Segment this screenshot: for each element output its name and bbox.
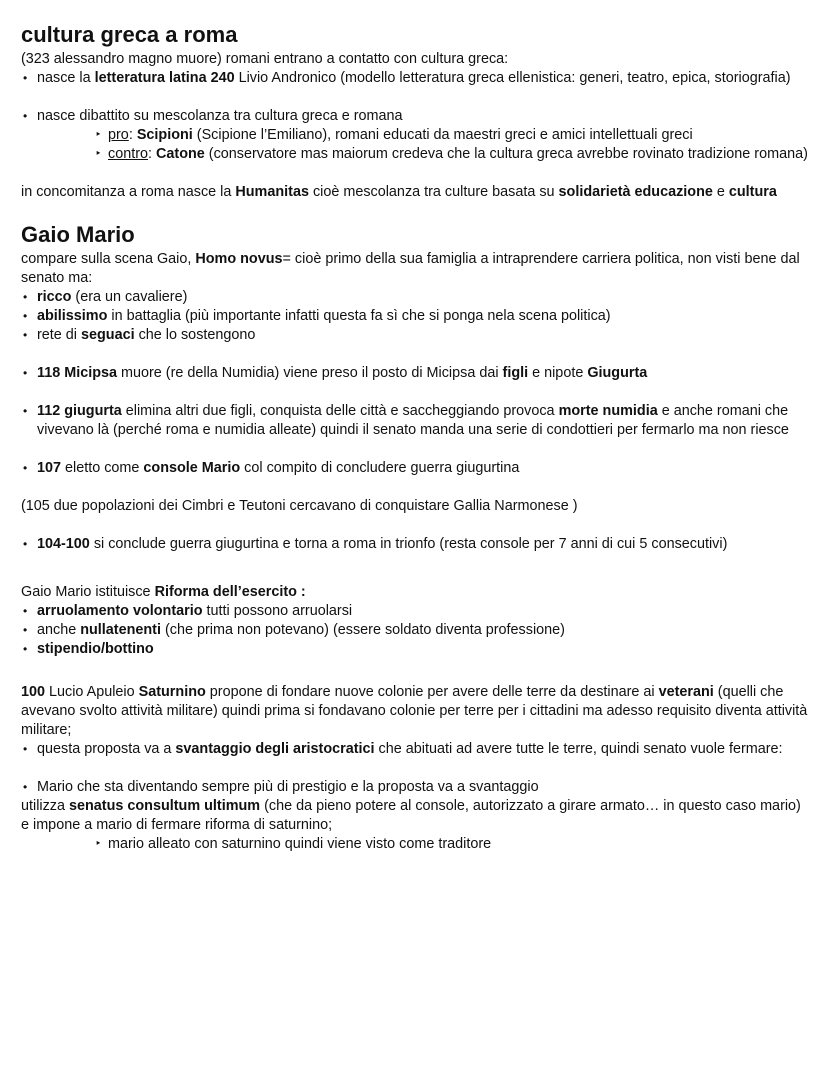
bullet-abilissimo (21, 307, 808, 326)
bold-text: 118 Micipsa (37, 365, 117, 381)
text-run: (105 due popolazioni dei Cimbri e Teutoni cercavano di conquistare Gallia Narmonese ) (21, 498, 578, 514)
bullet-arruolamento (21, 602, 808, 621)
text-run: elimina altri due figli, conquista delle città e saccheggiando provoca (121, 403, 559, 419)
bold-text: morte numidia (558, 403, 658, 419)
bullet-svantaggio (21, 740, 808, 759)
bold-text: nullatenenti (80, 622, 161, 638)
sub-bullet-traditore (21, 835, 808, 854)
bold-text: Catone (156, 146, 205, 162)
bold-text: seguaci (81, 327, 135, 343)
bold-text: stipendio/bottino (37, 641, 154, 657)
bold-text: letteratura latina 240 (94, 70, 235, 86)
bold-text: Riforma dell’esercito : (154, 584, 306, 600)
bold-text: 107 (37, 460, 62, 476)
bold-text: Scipioni (136, 127, 193, 143)
text-run: (che da pieno potere al console, autorizzato a girare armato… in questo caso mario) e impone a mario di fermare riforma di saturnino; (21, 798, 801, 833)
paragraph-senatus-consultum (21, 797, 808, 835)
text-run: nasce la (37, 70, 95, 86)
text-run: nasce dibattito su mescolanza tra cultura greca e romana (37, 108, 403, 124)
bold-text: Humanitas (235, 184, 309, 200)
text-run: = cioè primo della sua famiglia a intraprendere carriera politica, non visti bene dal senato ma: (21, 251, 800, 286)
text-run: muore (re della Numidia) viene preso il posto di Micipsa dai (117, 365, 503, 381)
bullet-ricco (21, 288, 808, 307)
text-run: in concomitanza a roma nasce la (21, 184, 236, 200)
bold-text: Saturnino (138, 684, 206, 700)
text-run: eletto come (61, 460, 144, 476)
text-run: mario alleato con saturnino quindi viene visto come traditore (108, 836, 492, 852)
bold-text: 100 (21, 684, 46, 700)
bullet-letteratura-latina (21, 69, 808, 88)
bullet-seguaci (21, 326, 808, 345)
bold-text: ricco (37, 289, 72, 305)
text-run: questa proposta va a (37, 741, 176, 757)
text-run: Gaio Mario istituisce (21, 584, 155, 600)
underlined-text: contro (108, 146, 148, 162)
text-run: (era un cavaliere) (71, 289, 188, 305)
text-run: col compito di concludere guerra giugurtina (240, 460, 520, 476)
text-run: cioè mescolanza tra culture basata su (308, 184, 559, 200)
bold-text: veterani (658, 684, 714, 700)
text-run: (conservatore mas maiorum credeva che la cultura greca avrebbe rovinato tradizione romana) (204, 146, 808, 162)
bullet-stipendio (21, 640, 808, 659)
bold-text: console Mario (143, 460, 241, 476)
text-run: e anche romani che vivevano là (perché roma e numidia alleate) quindi il senato manda una serie di condottieri per fermarlo ma non riesce (37, 403, 789, 438)
text-run: : (128, 127, 137, 143)
text-run: in battaglia (più importante infatti questa fa sì che si ponga nela scena politica) (107, 308, 611, 324)
underlined-text: pro (108, 127, 129, 143)
bullet-112 (21, 402, 808, 440)
text-run: che lo sostengono (134, 327, 256, 343)
text-run: compare sulla scena Gaio, (21, 251, 196, 267)
heading-cultura-greca: cultura greca a roma (21, 22, 238, 47)
sub-bullet-pro (21, 126, 808, 145)
paragraph-homo-novus (21, 250, 808, 288)
paragraph-riforma (21, 583, 808, 602)
bold-text: 112 giugurta (37, 403, 122, 419)
text-run: Livio Andronico (modello letteratura greca ellenistica: generi, teatro, epica, storiografia) (234, 70, 791, 86)
text-run: Mario che sta diventando sempre più di prestigio e la proposta va a svantaggio (37, 779, 539, 795)
text-run: che abituati ad avere tutte le terre, quindi senato vuole fermare: (374, 741, 783, 757)
sub-bullet-contro (21, 145, 808, 164)
bullet-mario-prestigio (21, 778, 808, 797)
text-run: (323 alessandro magno muore) romani entrano a contatto con cultura greca: (21, 51, 509, 67)
text-run: si conclude guerra giugurtina e torna a roma in trionfo (resta console per 7 anni di cui 5 consecutivi) (89, 536, 728, 552)
bullet-104-100 (21, 535, 808, 554)
text-run: utilizza (21, 798, 69, 814)
bold-text: solidarietà educazione (558, 184, 713, 200)
bullet-nullatenenti (21, 621, 808, 640)
text-run: anche (37, 622, 81, 638)
paragraph-saturnino (21, 683, 808, 740)
bold-text: Homo novus (195, 251, 283, 267)
bullet-118 (21, 364, 808, 383)
text-run: : (148, 146, 156, 162)
text-run: e (712, 184, 729, 200)
bold-text: cultura (728, 184, 777, 200)
bold-text: figli (502, 365, 529, 381)
bold-text: senatus consultum ultimum (69, 798, 261, 814)
text-run: tutti possono arruolarsi (202, 603, 353, 619)
bold-text: svantaggio degli aristocratici (175, 741, 375, 757)
text-run: Lucio Apuleio (45, 684, 139, 700)
text-run: (quelli che avevano svolto attività militare) quindi prima si fondavano colonie per terre per i cittadini ma adesso requisito diventa attività militare; (21, 684, 808, 738)
paragraph-intro (21, 50, 808, 69)
bold-text: arruolamento volontario (37, 603, 203, 619)
text-run: (Scipione l’Emiliano), romani educati da maestri greci e amici intellettuali greci (192, 127, 693, 143)
text-run: rete di (37, 327, 81, 343)
bold-text: abilissimo (37, 308, 108, 324)
text-run: e nipote (528, 365, 588, 381)
bullet-dibattito (21, 107, 808, 126)
text-run: propone di fondare nuove colonie per avere delle terre da destinare ai (205, 684, 659, 700)
bullet-107 (21, 459, 808, 478)
bold-text: 104-100 (37, 536, 90, 552)
text-run: (che prima non potevano) (essere soldato diventa professione) (160, 622, 565, 638)
heading-gaio-mario: Gaio Mario (21, 222, 135, 247)
paragraph-105 (21, 497, 808, 516)
paragraph-humanitas (21, 183, 808, 202)
bold-text: Giugurta (587, 365, 648, 381)
